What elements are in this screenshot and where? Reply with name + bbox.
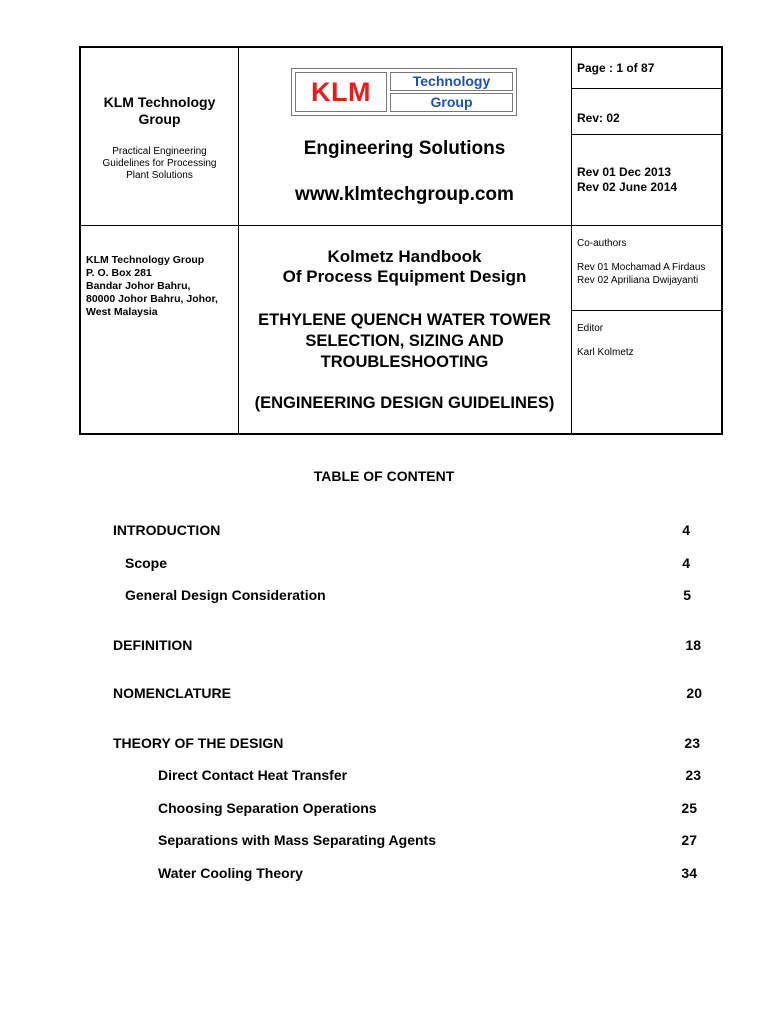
toc-item-direct-contact: Direct Contact Heat Transfer [158,767,348,783]
row-divider [81,225,721,226]
klm-logo [291,68,517,116]
toc-item-nomenclature: NOMENCLATURE [113,685,231,701]
editor-label: Editor [577,323,604,334]
document-subtitle: (ENGINEERING DESIGN GUIDELINES) [254,394,555,412]
coauthors-label: Co-authors [577,238,627,249]
toc-item-mass-separating: Separations with Mass Separating Agents [158,832,436,848]
document-title: ETHYLENE QUENCH WATER TOWER SELECTION, SIZING AND TROUBLESHOOTING [258,311,551,371]
toc-item-scope: Scope [125,555,168,571]
row-divider [571,88,721,89]
engineering-solutions: Engineering Solutions [303,138,506,159]
company-address: KLM Technology Group P. O. Box 281 Bandar Johor Bahru, 80000 Johor Bahru, Johor, West Malaysia [86,254,218,318]
toc-page-number: 20 [686,685,702,701]
company-name: KLM Technology Group [103,94,216,127]
toc-item-definition: DEFINITION [113,637,193,653]
toc-page-number: 27 [681,832,697,848]
toc-page-number: 23 [685,767,701,783]
toc-item-theory: THEORY OF THE DESIGN [113,735,284,751]
coauthor-2: Rev 02 Apriliana Dwijayanti [577,275,699,286]
toc-page-number: 18 [685,637,701,653]
editor-name: Karl Kolmetz [577,347,634,358]
revision-date-1: Rev 01 Dec 2013 [577,165,672,179]
logo-klm-text: KLM [295,72,387,112]
handbook-subtitle: Of Process Equipment Design [282,267,527,286]
row-divider [571,134,721,135]
company-tagline: Practical Engineering Guidelines for Processing Plant Solutions [102,146,217,181]
logo-technology-text: Technology [390,72,513,91]
column-divider [238,48,239,433]
toc-page-number: 5 [683,587,691,603]
website: www.klmtechgroup.com [295,184,514,205]
coauthor-1: Rev 01 Mochamad A Firdaus [577,262,706,273]
page-info: Page : 1 of 87 [577,61,655,75]
toc-item-introduction: INTRODUCTION [113,522,221,538]
column-divider [571,48,572,433]
toc-page-number: 34 [681,865,697,881]
toc-item-water-cooling: Water Cooling Theory [158,865,303,881]
toc-page-number: 23 [684,735,700,751]
toc-title: TABLE OF CONTENT [313,468,455,484]
revision-date-2: Rev 02 June 2014 [577,180,678,194]
row-divider [571,310,721,311]
document-header-table [79,46,723,435]
revision: Rev: 02 [577,111,620,125]
toc-item-general-design: General Design Consideration [125,587,326,603]
logo-group-text: Group [390,93,513,112]
toc-item-choosing-separation: Choosing Separation Operations [158,800,377,816]
toc-page-number: 4 [682,522,690,538]
handbook-title: Kolmetz Handbook [327,247,482,266]
toc-page-number: 25 [681,800,697,816]
toc-page-number: 4 [682,555,690,571]
